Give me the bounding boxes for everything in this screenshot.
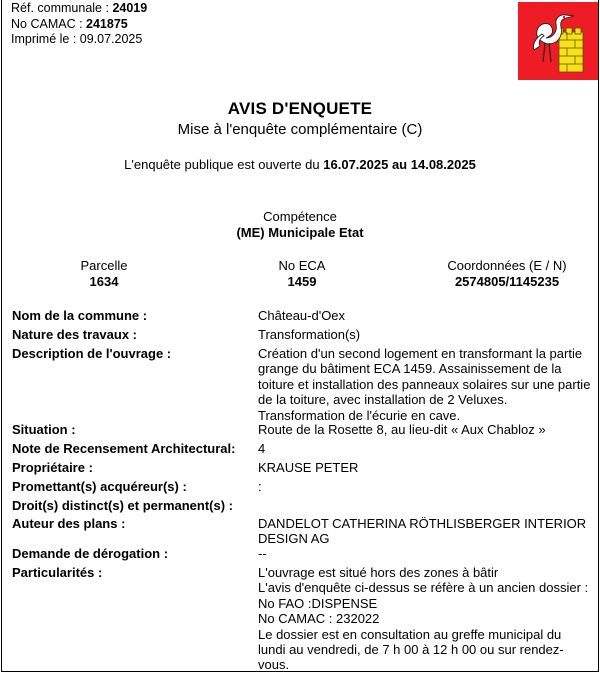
field-label: Droit(s) distinct(s) et permanent(s) : xyxy=(12,498,234,513)
eca-value: 1459 xyxy=(287,273,317,289)
parcelle-label: Parcelle xyxy=(80,258,128,273)
field-label: Particularités : xyxy=(12,565,103,580)
eca-column xyxy=(242,258,362,289)
competence-value: (ME) Municipale Etat xyxy=(236,224,364,240)
header-info xyxy=(11,1,147,48)
field-value: : xyxy=(258,479,262,494)
field-value: DANDELOT CATHERINA RÖTHLISBERGER INTERIOR DESIGN AG xyxy=(258,516,587,547)
printed-date: Imprimé le : 09.07.2025 xyxy=(11,32,143,46)
field-label: Auteur des plans : xyxy=(12,516,126,531)
field-value: L'ouvrage est situé hors des zones à bâtir L'avis d'enquête ci-dessus se réfère à un ancien dossier : No FAO :DISPENSE No CAMAC : 232022 Le dossier est en consultation au greffe municipal du lundi au vendredi, de 7 h 00 à 12 h 00 ou sur rendez- vous. xyxy=(258,565,589,673)
enquiry-dates: L'enquête publique est ouverte du 16.07.2025 au 14.08.2025 xyxy=(124,157,476,172)
coordinates-column xyxy=(427,258,587,289)
field-label: Nom de la commune : xyxy=(12,308,148,323)
field-value: -- xyxy=(258,546,267,561)
field-value: 4 xyxy=(258,441,266,456)
crest-graphic xyxy=(518,2,598,80)
field-label: Nature des travaux : xyxy=(12,327,137,342)
coordinates-value: 2574805/1145235 xyxy=(454,273,560,289)
field-label: Situation : xyxy=(12,422,76,437)
ref-communale: Réf. communale : 24019 xyxy=(11,1,148,15)
field-value: Création d'un second logement en transformant la partie grange du bâtiment ECA 1459. Assainissement de la toiture et installation des panneaux solaires sur une partie de la toiture, avec installation de 2 Veluxes. Transformation de l'écurie en cave. xyxy=(258,346,591,423)
notice-subtitle: Mise à l'enquête complémentaire (C) xyxy=(177,121,423,138)
competence xyxy=(2,209,598,240)
parcelle-value: 1634 xyxy=(89,273,119,289)
heron-tower-crest-icon xyxy=(518,2,598,80)
parcelle-column xyxy=(44,258,164,289)
camac-number: No CAMAC : 241875 xyxy=(11,16,128,31)
notice-title: AVIS D'ENQUETE xyxy=(227,99,373,118)
field-value: KRAUSE PETER xyxy=(258,460,359,475)
eca-label: No ECA xyxy=(278,258,326,273)
competence-label: Compétence xyxy=(263,209,337,224)
field-label: Demande de dérogation : xyxy=(12,546,169,561)
coordinates-label: Coordonnées (E / N) xyxy=(447,258,567,273)
field-label: Description de l'ouvrage : xyxy=(12,346,172,361)
field-label: Note de Recensement Architectural: xyxy=(12,441,236,456)
field-value: Transformation(s) xyxy=(258,327,361,342)
field-value: Route de la Rosette 8, au lieu-dit « Aux Chabloz » xyxy=(258,422,546,437)
notice-page xyxy=(1,0,599,672)
field-value: Château-d'Oex xyxy=(258,308,346,323)
field-label: Promettant(s) acquéreur(s) : xyxy=(12,479,187,494)
field-label: Propriétaire : xyxy=(12,460,93,475)
